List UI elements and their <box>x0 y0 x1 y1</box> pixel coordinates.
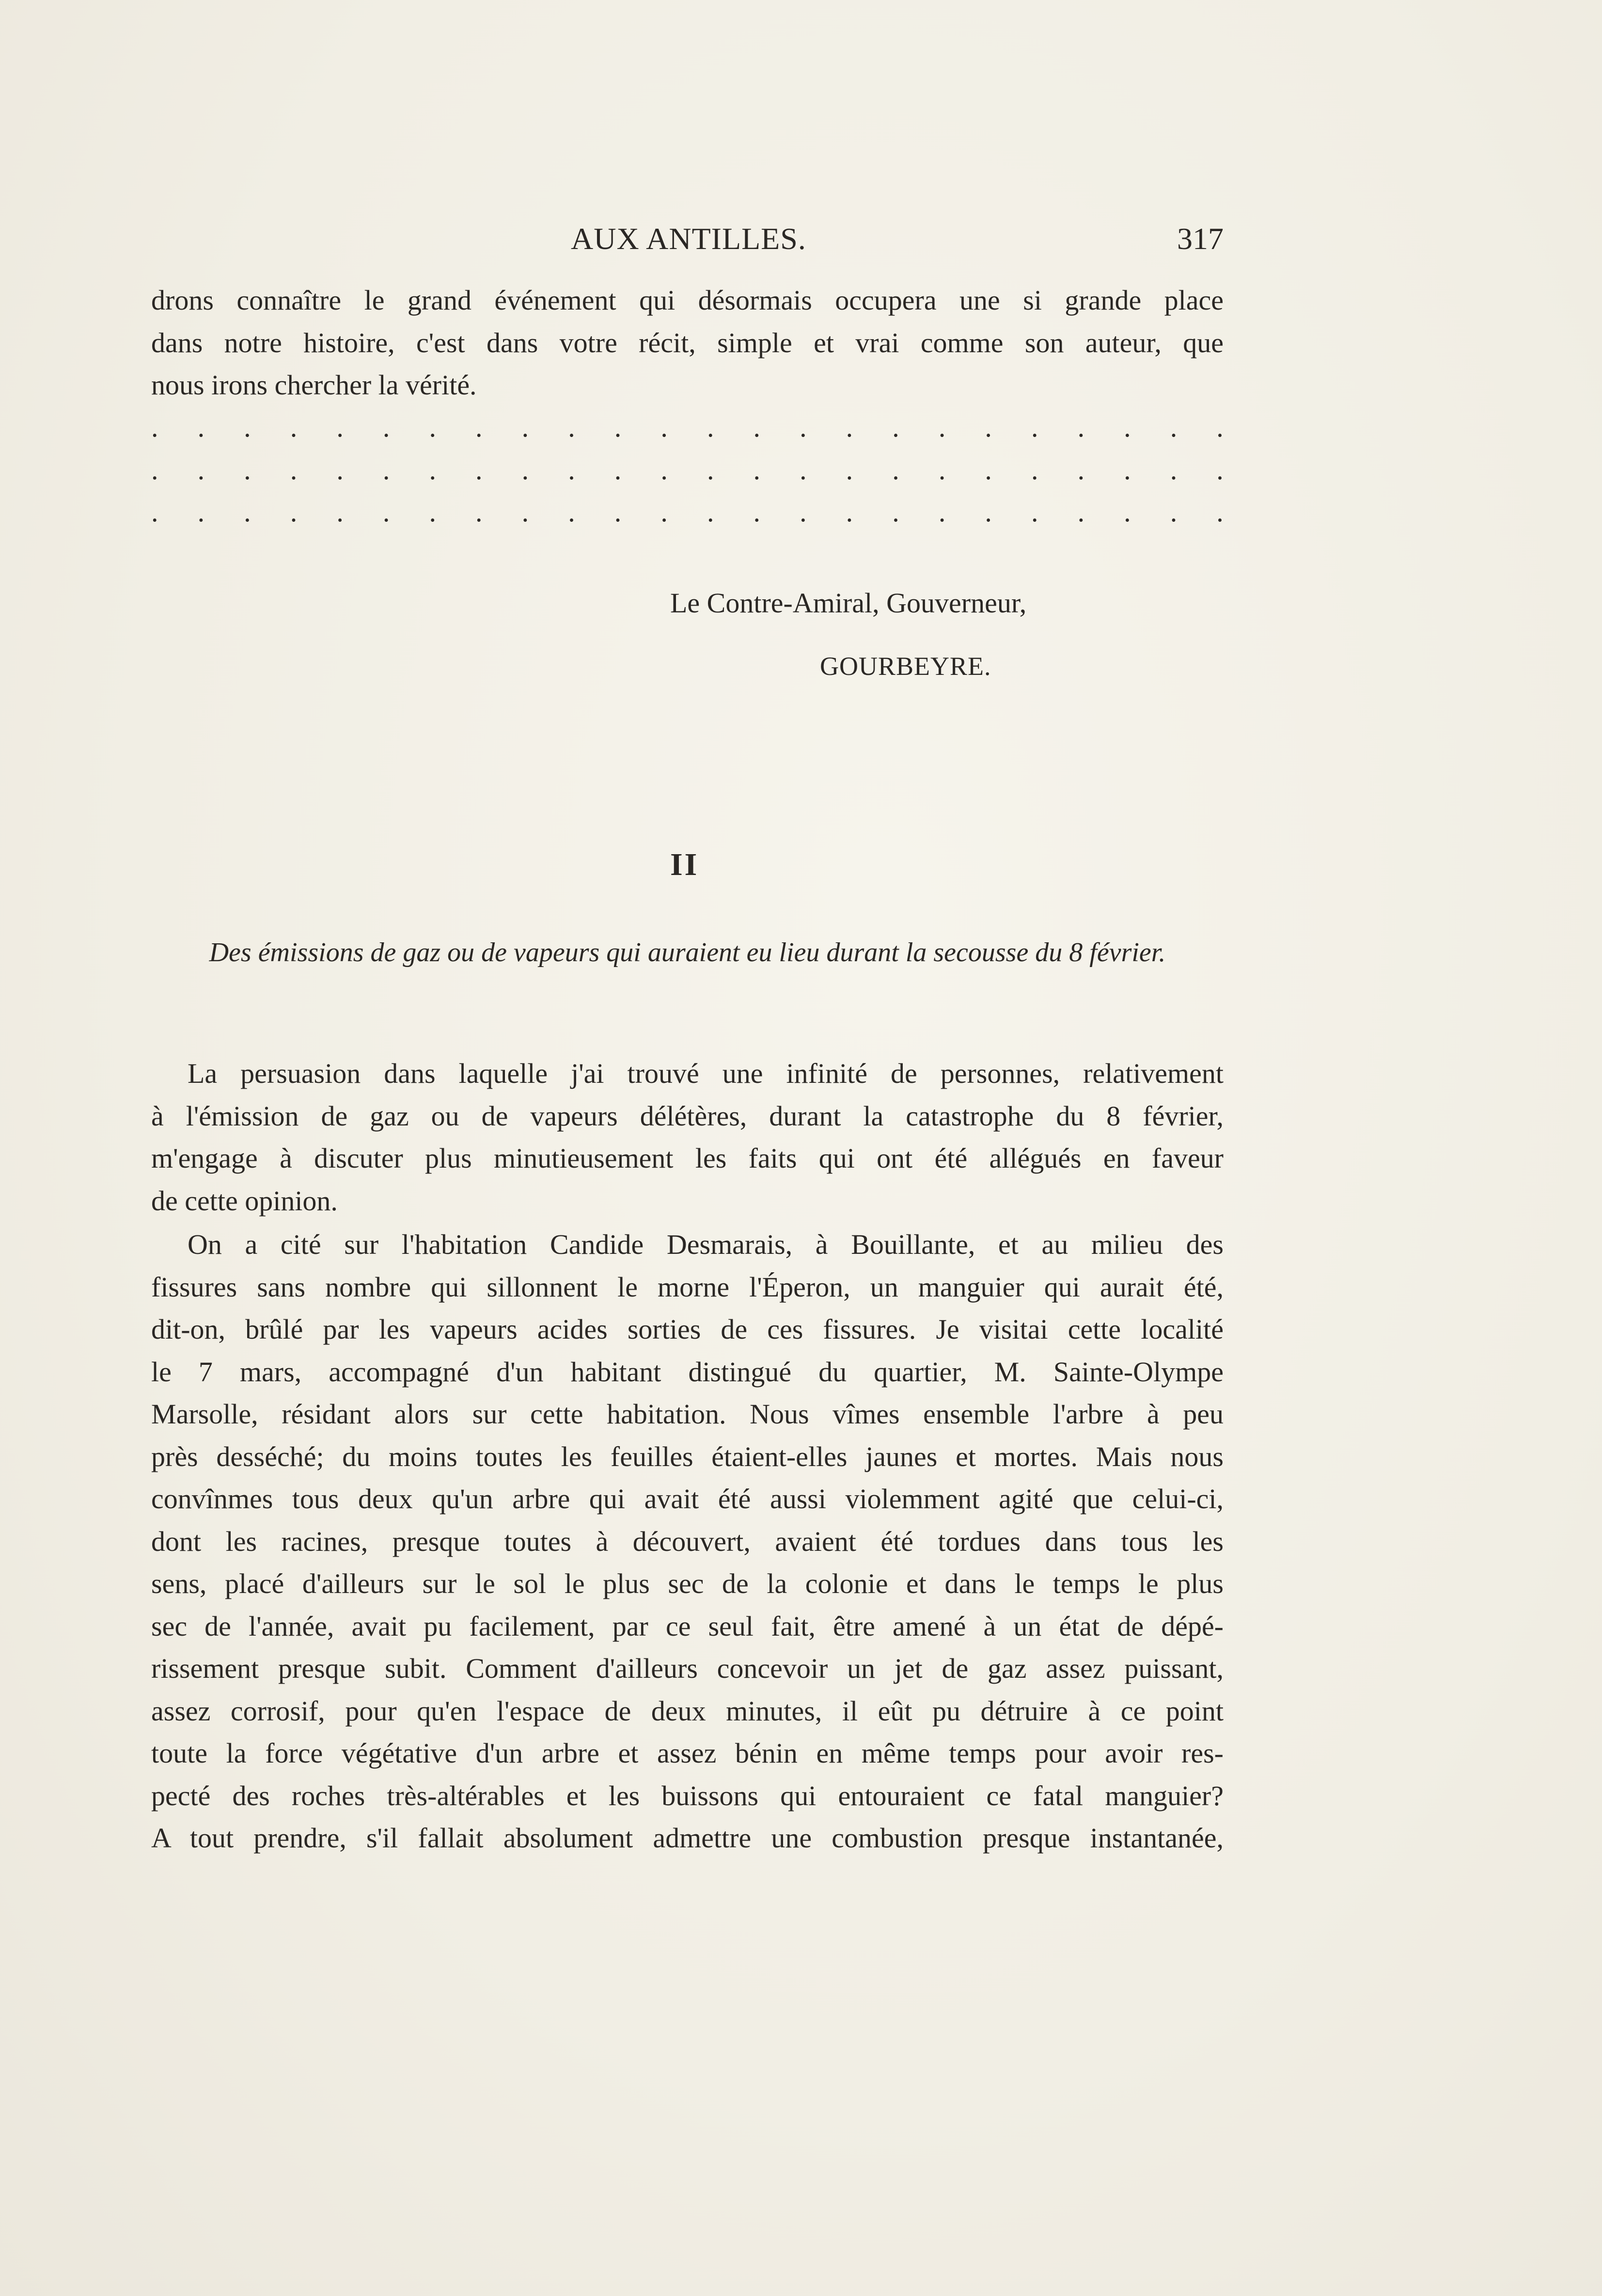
text-line: toute la force végétative d'un arbre et assez bénin en même temps pour avoir res- <box>151 1737 1224 1769</box>
ellipsis-dot: . <box>429 496 436 528</box>
ellipsis-dot: . <box>382 496 390 528</box>
ellipsis-dot: . <box>475 453 483 485</box>
ellipsis-dot: . <box>753 453 761 485</box>
ellipsis-dot: . <box>1170 453 1178 485</box>
ellipsis-dot: . <box>568 411 575 443</box>
ellipsis-dot: . <box>614 411 622 443</box>
ellipsis-dot: . <box>1124 496 1131 528</box>
ellipsis-dot: . <box>800 411 807 443</box>
ellipsis-dot: . <box>660 411 668 443</box>
ellipsis-dot: . <box>244 411 251 443</box>
text-line: dont les racines, presque toutes à découvert, avaient été tordues dans tous les <box>151 1525 1224 1557</box>
ellipsis-dot: . <box>151 411 158 443</box>
ellipsis-dot: . <box>336 453 344 485</box>
ellipsis-dot: . <box>707 411 714 443</box>
paragraph-1 <box>151 1052 1224 1222</box>
ellipsis-dot: . <box>290 453 298 485</box>
text-line: La persuasion dans laquelle j'ai trouvé une infinité de personnes, relativement <box>188 1058 1224 1089</box>
ellipsis-dot: . <box>892 453 899 485</box>
ellipsis-dot: . <box>521 411 529 443</box>
ellipsis-dot: . <box>985 453 992 485</box>
ellipsis-dot: . <box>244 496 251 528</box>
ellipsis-dot: . <box>1077 496 1085 528</box>
running-title: AUX ANTILLES. <box>571 221 806 256</box>
section-title: Des émissions de gaz ou de vapeurs qui auraient eu lieu durant la secousse du 8 février. <box>209 937 1166 968</box>
ellipsis-row <box>151 406 1224 449</box>
ellipsis-dot: . <box>1216 411 1224 443</box>
text-line: A tout prendre, s'il fallait absolument admettre une combustion presque instantanée, <box>151 1822 1224 1854</box>
ellipsis-row <box>151 449 1224 491</box>
ellipsis-dot: . <box>753 496 761 528</box>
ellipsis-dot: . <box>707 496 714 528</box>
ellipsis-dot: . <box>660 496 668 528</box>
ellipsis-dot: . <box>1216 496 1224 528</box>
text-line: fissures sans nombre qui sillonnent le morne l'Éperon, un manguier qui aurait été, <box>151 1271 1224 1303</box>
ellipsis-dot: . <box>1216 453 1224 485</box>
text-line: près desséché; du moins toutes les feuilles étaient-elles jaunes et mortes. Mais nous <box>151 1440 1224 1472</box>
ellipsis-dot: . <box>938 496 946 528</box>
ellipsis-dot: . <box>660 453 668 485</box>
text-line: rissement presque subit. Comment d'ailleurs concevoir un jet de gaz assez puissant, <box>151 1653 1224 1684</box>
text-line: convînmes tous deux qu'un arbre qui avait été aussi violemment agité que celui-ci, <box>151 1483 1224 1515</box>
ellipsis-dot: . <box>1077 411 1085 443</box>
text-line: à l'émission de gaz ou de vapeurs délétères, durant la catastrophe du 8 février, <box>151 1100 1224 1132</box>
ellipsis-dot: . <box>614 453 622 485</box>
ellipsis-dot: . <box>753 411 761 443</box>
ellipsis-dot: . <box>985 496 992 528</box>
ellipsis-dot: . <box>197 453 205 485</box>
text-line: Marsolle, résidant alors sur cette habitation. Nous vîmes ensemble l'arbre à peu <box>151 1398 1224 1430</box>
ellipsis-dot: . <box>382 453 390 485</box>
opening-paragraph <box>151 279 1224 406</box>
text-line: nous irons chercher la vérité. <box>151 369 477 401</box>
ellipsis-dot: . <box>800 453 807 485</box>
ellipsis-dot: . <box>151 453 158 485</box>
text-line: On a cité sur l'habitation Candide Desmarais, à Bouillante, et au milieu des <box>188 1229 1224 1260</box>
ellipsis-dot: . <box>985 411 992 443</box>
ellipsis-dot: . <box>1124 411 1131 443</box>
running-head <box>151 217 1224 261</box>
ellipsis-dot: . <box>846 453 853 485</box>
paragraph-2 <box>151 1223 1224 1859</box>
ellipsis-dot: . <box>1170 411 1178 443</box>
ellipsis-dot: . <box>244 453 251 485</box>
ellipsis-dot: . <box>1077 453 1085 485</box>
ellipsis-dot: . <box>938 453 946 485</box>
ellipsis-dot: . <box>382 411 390 443</box>
ellipsis-dot: . <box>475 496 483 528</box>
ellipsis-row <box>151 491 1224 533</box>
ellipsis-dot: . <box>336 411 344 443</box>
ellipsis-dot: . <box>707 453 714 485</box>
ellipsis-dot: . <box>614 496 622 528</box>
ellipsis-dot: . <box>197 496 205 528</box>
ellipsis-dot: . <box>568 496 575 528</box>
ellipsis-dot: . <box>521 496 529 528</box>
page-number: 317 <box>1177 221 1224 256</box>
signature-title: Le Contre-Amiral, Gouverneur, <box>670 587 1027 619</box>
ellipsis-dot: . <box>429 411 436 443</box>
text-line: dans notre histoire, c'est dans votre récit, simple et vrai comme son auteur, que <box>151 327 1224 359</box>
signature-name: GOURBEYRE. <box>820 652 991 681</box>
ellipsis-dot: . <box>846 411 853 443</box>
ellipsis-dot: . <box>568 453 575 485</box>
ellipsis-dot: . <box>1170 496 1178 528</box>
text-line: m'engage à discuter plus minutieusement les faits qui ont été allégués en faveur <box>151 1142 1224 1174</box>
text-line: sens, placé d'ailleurs sur le sol le plus sec de la colonie et dans le temps le plus <box>151 1568 1224 1599</box>
ellipsis-block <box>151 406 1224 533</box>
ellipsis-dot: . <box>938 411 946 443</box>
ellipsis-dot: . <box>429 453 436 485</box>
text-line: pecté des roches très-altérables et les buissons qui entouraient ce fatal manguier? <box>151 1780 1224 1812</box>
ellipsis-dot: . <box>151 496 158 528</box>
ellipsis-dot: . <box>290 496 298 528</box>
ellipsis-dot: . <box>800 496 807 528</box>
ellipsis-dot: . <box>892 411 899 443</box>
section-number: II <box>670 847 699 882</box>
ellipsis-dot: . <box>521 453 529 485</box>
text-line: de cette opinion. <box>151 1185 338 1217</box>
ellipsis-dot: . <box>475 411 483 443</box>
ellipsis-dot: . <box>1031 496 1038 528</box>
text-line: dit-on, brûlé par les vapeurs acides sorties de ces fissures. Je visitai cette localité <box>151 1313 1224 1345</box>
ellipsis-dot: . <box>1124 453 1131 485</box>
ellipsis-dot: . <box>290 411 298 443</box>
text-line: sec de l'année, avait pu facilement, par ce seul fait, être amené à un état de dépé- <box>151 1610 1224 1642</box>
text-line: le 7 mars, accompagné d'un habitant distingué du quartier, M. Sainte-Olympe <box>151 1356 1224 1388</box>
ellipsis-dot: . <box>892 496 899 528</box>
text-line: drons connaître le grand événement qui désormais occupera une si grande place <box>151 284 1224 316</box>
ellipsis-dot: . <box>197 411 205 443</box>
text-line: assez corrosif, pour qu'en l'espace de deux minutes, il eût pu détruire à ce point <box>151 1695 1224 1727</box>
ellipsis-dot: . <box>1031 453 1038 485</box>
ellipsis-dot: . <box>846 496 853 528</box>
ellipsis-dot: . <box>336 496 344 528</box>
ellipsis-dot: . <box>1031 411 1038 443</box>
